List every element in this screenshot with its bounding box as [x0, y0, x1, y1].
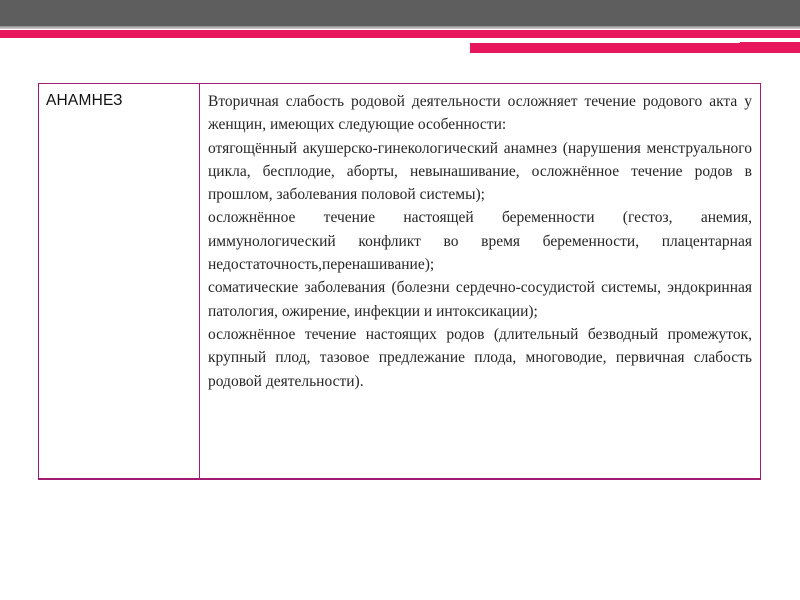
term-cell [39, 84, 200, 480]
description-cell [200, 84, 761, 480]
description-intro: Вторичная слабость родовой деятельности осложняет течение родового акта у женщин, имеющих следующие особенности: [208, 93, 752, 134]
description-item: осложнённое течение настоящих родов (длительный безводный промежуток, крупный плод, тазовое предлежание плода, многоводие, первичная слабость родовой деятельности). [208, 325, 752, 390]
accent-stripe-main [0, 30, 800, 38]
description-item: осложнённое течение настоящей беременности (гестоз, анемия, иммунологический конфликт во время беременности, плацентарная недостаточность,перенашивание); [208, 209, 752, 274]
slide-header-band [0, 0, 800, 26]
term-label: АНАМНЕЗ [46, 92, 123, 109]
slide-header-shadow [0, 26, 800, 29]
description-item: отягощённый акушерско-гинекологический анамнез (нарушения менструального цикла, бесплодие, аборты, невынашивание, осложнённое течение родов в прошлом, заболевания половой системы); [208, 139, 752, 204]
accent-stripe-tertiary [740, 42, 800, 46]
description-item: соматические заболевания (болезни сердечно-сосудистой системы, эндокринная патология, ожирение, инфекции и интоксикации); [208, 279, 752, 320]
anamnesis-table [38, 83, 761, 480]
table-row [39, 84, 761, 480]
